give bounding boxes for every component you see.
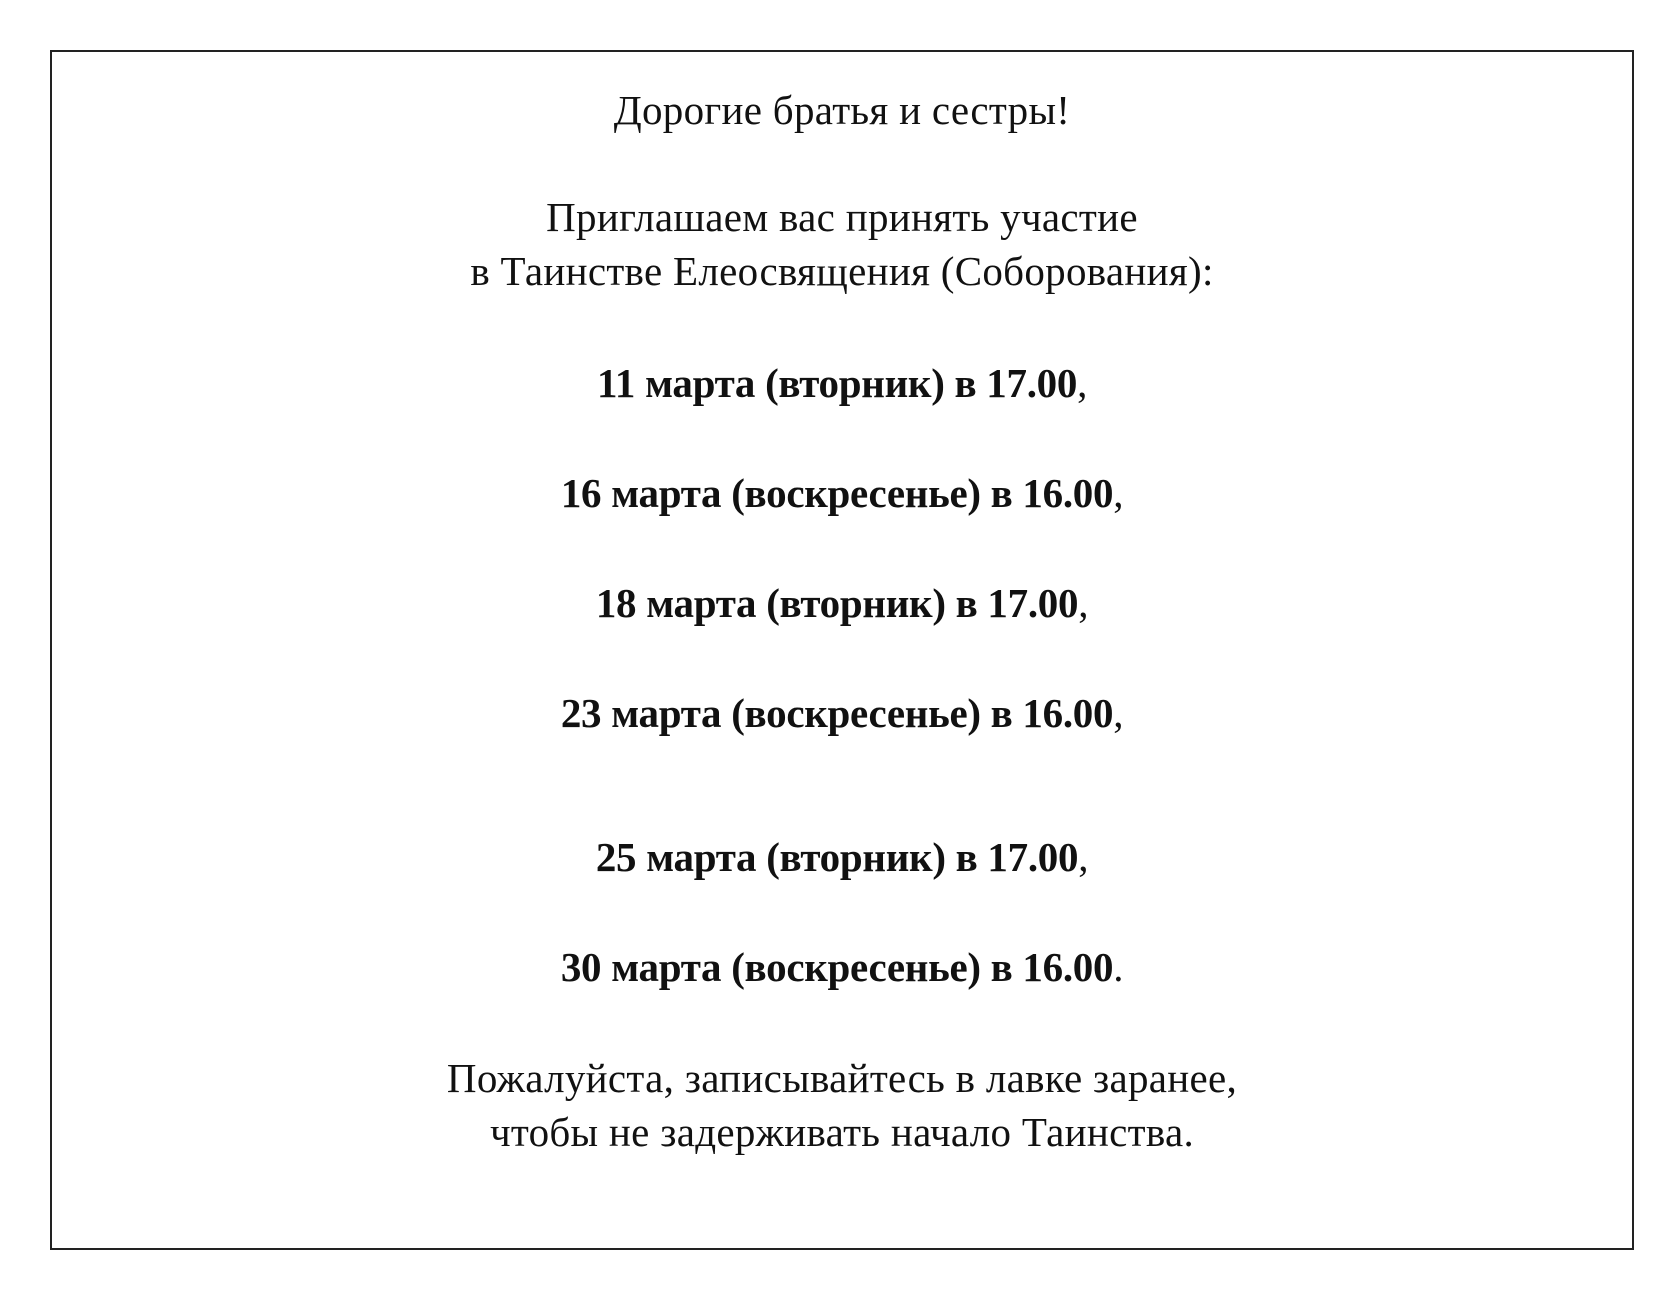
greeting-heading: Дорогие братья и сестры! bbox=[613, 87, 1071, 133]
schedule-date-5 bbox=[52, 834, 1632, 880]
schedule-date-1 bbox=[52, 360, 1632, 406]
schedule-date-6 bbox=[52, 944, 1632, 990]
schedule-date-2 bbox=[52, 470, 1632, 516]
schedule-date-3 bbox=[52, 580, 1632, 626]
invitation-line-2: в Таинстве Елеосвящения (Соборования): bbox=[470, 248, 1214, 294]
schedule-date-text: 16 марта (воскресенье) в 16.00 bbox=[560, 470, 1114, 516]
notice-frame bbox=[50, 50, 1634, 1250]
schedule-date-text: 25 марта (вторник) в 17.00 bbox=[595, 834, 1079, 880]
schedule-date-text: 30 марта (воскресенье) в 16.00 bbox=[560, 944, 1114, 990]
schedule-date-punct: , bbox=[1077, 360, 1088, 406]
closing-line-2: чтобы не задерживать начало Таинства. bbox=[489, 1109, 1195, 1155]
schedule-date-text: 18 марта (вторник) в 17.00 bbox=[595, 580, 1079, 626]
invitation-line-1: Приглашаем вас принять участие bbox=[546, 194, 1138, 240]
schedule-date-text: 11 марта (вторник) в 17.00 bbox=[596, 360, 1078, 406]
schedule-date-text: 23 марта (воскресенье) в 16.00 bbox=[560, 690, 1114, 736]
closing-line-1: Пожалуйста, записывайтесь в лавке заранее, bbox=[446, 1055, 1238, 1101]
schedule-date-punct: , bbox=[1078, 580, 1089, 626]
schedule-date-4 bbox=[52, 690, 1632, 736]
schedule-date-punct: , bbox=[1113, 690, 1124, 736]
schedule-date-punct: , bbox=[1113, 470, 1124, 516]
schedule-date-punct: , bbox=[1078, 834, 1089, 880]
schedule-date-punct: . bbox=[1113, 944, 1124, 990]
